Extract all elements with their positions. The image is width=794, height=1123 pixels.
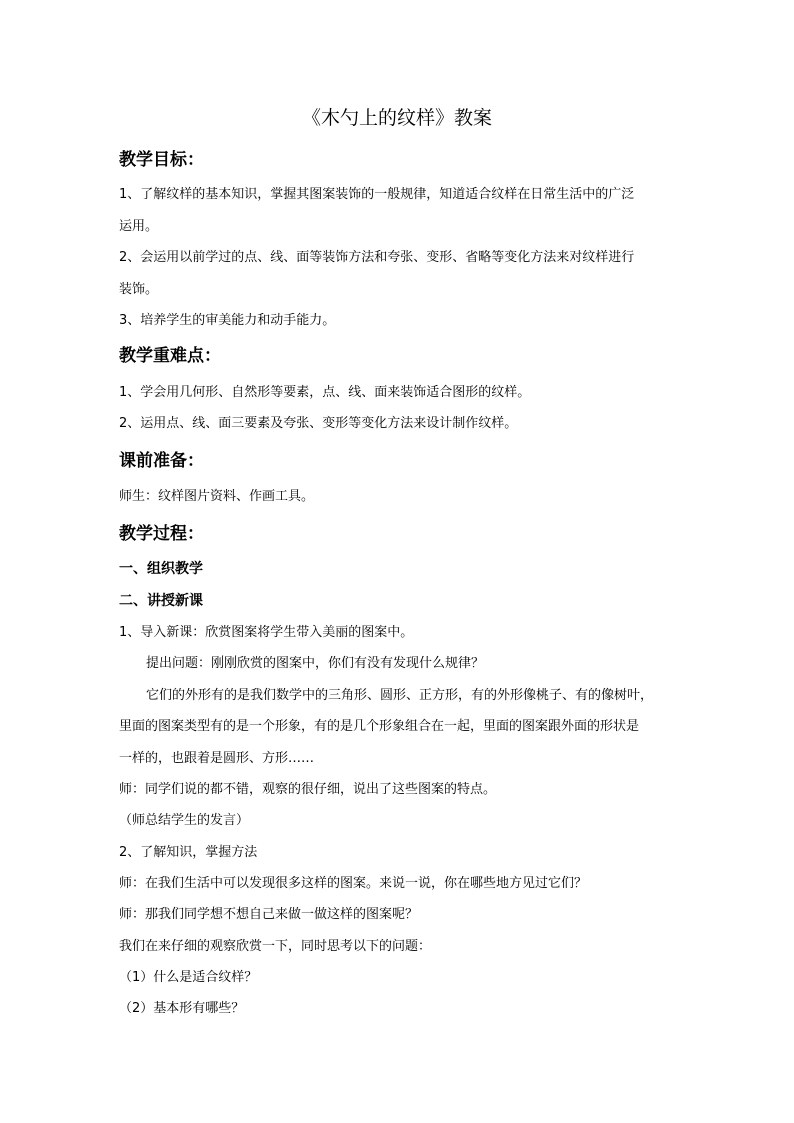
key-point-line: 1、学会用几何形、自然形等要素，点、线、面来装饰适合图形的纹样。: [119, 385, 531, 400]
goal-line: 1、了解纹样的基本知识，掌握其图案装饰的一般规律，知道适合纹样在日常生活中的广泛: [119, 187, 635, 202]
goal-line: 2、会运用以前学过的点、线、面等装饰方法和夸张、变形、省略等变化方法来对纹样进行: [119, 250, 635, 265]
process-line: 师：在我们生活中可以发现很多这样的图案。来说一说，你在哪些地方见过它们？: [119, 876, 588, 891]
heading-teaching-process: 教学过程：: [119, 524, 204, 544]
process-line: 1、导入新课：欣赏图案将学生带入美丽的图案中。: [119, 625, 414, 640]
process-line: （1）什么是适合纹样？: [119, 970, 258, 985]
subheading-new-lesson: 二、讲授新课: [119, 593, 203, 609]
preparation-line: 师生：纹样图片资料、作画工具。: [119, 489, 315, 504]
process-line: 它们的外形有的是我们数学中的三角形、圆形、正方形，有的外形像桃子、有的像树叶，: [146, 688, 654, 703]
process-line: 师：同学们说的都不错，观察的很仔细，说出了这些图案的特点。: [119, 782, 497, 797]
document-title: 《木勺上的纹样》教案: [301, 107, 492, 129]
heading-key-points: 教学重难点：: [119, 346, 221, 366]
goal-line: 3、培养学生的审美能力和动手能力。: [119, 313, 336, 328]
process-line: 提出问题：刚刚欣赏的图案中，你们有没有发现什么规律？: [146, 656, 485, 671]
process-line: 里面的图案类型有的是一个形象，有的是几个形象组合在一起，里面的图案跟外面的形状是: [119, 719, 640, 734]
heading-teaching-goals: 教学目标：: [119, 150, 204, 170]
goal-line: 运用。: [119, 219, 159, 234]
key-point-line: 2、运用点、线、面三要素及夸张、变形等变化方法来设计制作纹样。: [119, 416, 518, 431]
process-line: 师：那我们同学想不想自己来做一做这样的图案呢？: [119, 907, 419, 922]
goal-line: 装饰。: [119, 282, 159, 297]
process-line: 2、了解知识，掌握方法: [119, 845, 258, 860]
heading-preparation: 课前准备：: [119, 451, 204, 471]
process-line: （2）基本形有哪些？: [119, 1001, 245, 1016]
process-line: 我们在来仔细的观察欣赏一下，同时思考以下的问题：: [119, 939, 432, 954]
process-line: 一样的，也跟着是圆形、方形……: [119, 751, 315, 766]
process-line: （师总结学生的发言）: [119, 813, 250, 828]
subheading-organize: 一、组织教学: [119, 561, 203, 577]
